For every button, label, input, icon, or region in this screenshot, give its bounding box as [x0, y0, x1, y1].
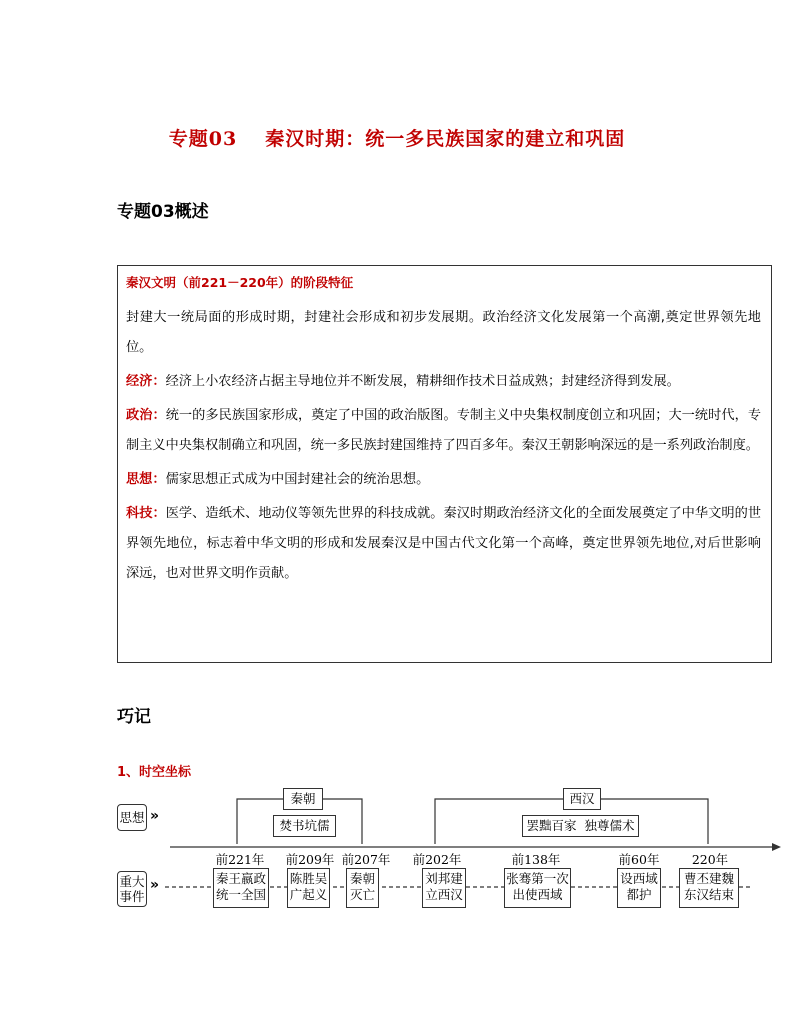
qiaoji-heading: 巧记 [117, 707, 151, 727]
period-label-qin: 秦朝 [283, 788, 323, 810]
event-box: 曹丕建魏东汉结束 [679, 868, 739, 908]
idea-label-qin: 焚书坑儒 [273, 815, 336, 837]
year-label: 前207年 [341, 852, 391, 867]
year-label: 前138年 [511, 852, 561, 867]
title-prefix: 专题03 [168, 128, 238, 150]
year-label: 前221年 [215, 852, 265, 867]
economy-paragraph [126, 367, 761, 397]
event-box: 秦朝灭亡 [346, 868, 379, 908]
politics-paragraph [126, 401, 761, 461]
politics-key: 政治： [126, 408, 166, 423]
chevron-icon: » [150, 877, 160, 893]
period-label-xihan: 西汉 [563, 788, 601, 810]
chevron-icon: » [150, 808, 160, 824]
overview-heading: 专题03概述 [117, 202, 209, 222]
title-text: 秦汉时期：统一多民族国家的建立和巩固 [265, 128, 626, 150]
thought-side-label: 思想 [117, 804, 147, 831]
year-label: 前202年 [412, 852, 462, 867]
axis-arrow [772, 843, 781, 851]
event-box: 陈胜吴广起义 [287, 868, 330, 908]
box-title: 秦汉文明（前221－220年）的阶段特征 [126, 275, 354, 290]
timeline-heading: 1、时空坐标 [117, 765, 192, 780]
thought-text: 儒家思想正式成为中国封建社会的统治思想。 [165, 472, 430, 487]
tech-paragraph [126, 499, 761, 589]
tech-key: 科技： [126, 506, 166, 521]
page-title [0, 124, 794, 151]
politics-text: 统一的多民族国家形成，奠定了中国的政治版图。专制主义中央集权制度创立和巩固；大一统时代，专制主义中央集权制确立和巩固，统一多民族封建国维持了四百多年。秦汉王朝影响深远的是一系列政治制度。 [126, 408, 762, 453]
events-side-label: 重大事件 [117, 871, 147, 907]
tech-text: 医学、造纸术、地动仪等领先世界的科技成就。秦汉时期政治经济文化的全面发展奠定了中华文明的世界领先地位，标志着中华文明的形成和发展秦汉是中国古代文化第一个高峰，奠定世界领先地位,对后世影响深远，也对世界文明作贡献。 [126, 506, 762, 581]
idea-label-xihan: 罢黜百家 独尊儒术 [522, 815, 639, 837]
event-box: 张骞第一次出使西域 [504, 868, 571, 908]
event-box: 设西域都护 [617, 868, 661, 908]
event-box: 刘邦建立西汉 [422, 868, 466, 908]
overview-box [117, 265, 772, 663]
year-label: 前60年 [618, 852, 660, 867]
intro-paragraph [126, 303, 761, 363]
year-label: 220年 [691, 852, 729, 867]
economy-key: 经济： [126, 374, 166, 389]
intro-text: 封建大一统局面的形成时期，封建社会形成和初步发展期。政治经济文化发展第一个高潮,奠定世界领先地位。 [126, 310, 761, 355]
thought-paragraph [126, 465, 761, 495]
economy-text: 经济上小农经济占据主导地位并不断发展，精耕细作技术日益成熟；封建经济得到发展。 [165, 374, 680, 389]
thought-key: 思想： [126, 472, 166, 487]
event-box: 秦王嬴政统一全国 [213, 868, 269, 908]
year-label: 前209年 [285, 852, 335, 867]
